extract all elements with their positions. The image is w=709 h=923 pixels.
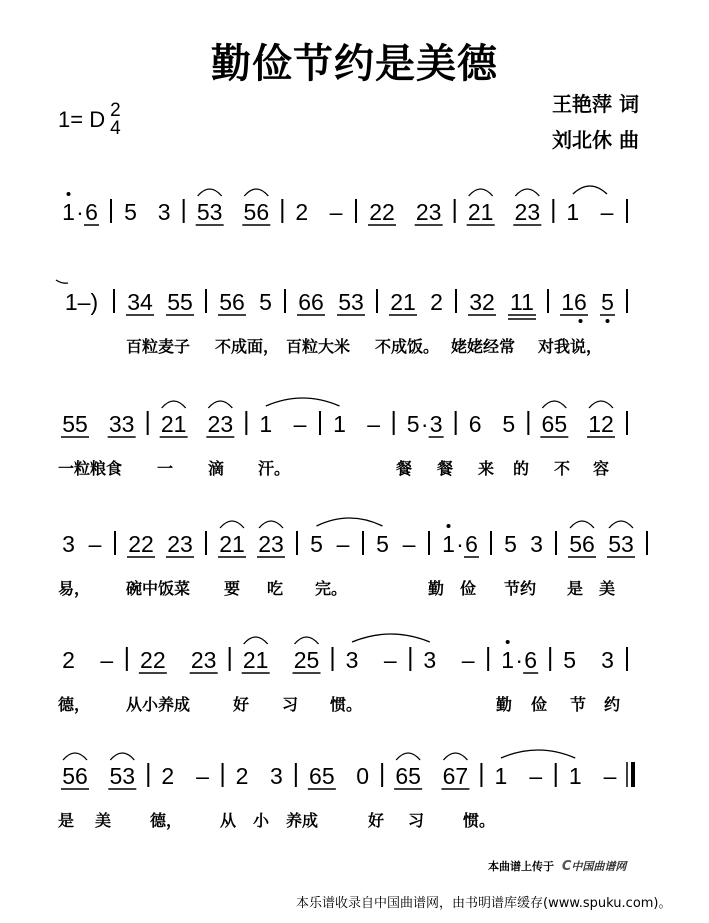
dot: ·: [456, 531, 464, 557]
note: 25: [293, 647, 320, 673]
logo-name: 中国曲谱网: [571, 860, 627, 873]
lyric: 好: [368, 811, 385, 830]
dot: ·: [420, 411, 429, 437]
lyric: 不: [554, 459, 571, 478]
tie: [352, 634, 430, 642]
lyric: 容: [593, 459, 610, 478]
lyric: 从小养成: [126, 695, 191, 714]
note: 5: [259, 289, 272, 315]
lyric: 养成: [286, 811, 319, 830]
lyric: 习: [282, 695, 299, 714]
note: 3: [423, 647, 437, 673]
slur: [542, 401, 566, 408]
note: 1: [333, 411, 346, 437]
note: 3: [62, 531, 75, 557]
tie: [573, 186, 607, 194]
slur: [443, 753, 467, 760]
composer-credit: 刘北休 曲: [552, 128, 639, 152]
note: 6: [85, 199, 98, 225]
note: 55: [62, 411, 88, 437]
lyric: 不成面，: [215, 337, 280, 356]
slur: [220, 521, 244, 528]
high-octave-dot: [447, 524, 451, 528]
lyric: 碗中饭菜: [126, 579, 191, 598]
note: 55: [167, 289, 193, 315]
lyric: 来: [478, 459, 495, 478]
note: 23: [167, 531, 193, 557]
note: 32: [469, 289, 495, 315]
low-octave-dot: [579, 319, 583, 323]
note: 22: [128, 531, 154, 557]
dash: –: [461, 647, 475, 673]
tie: [266, 398, 340, 406]
slur: [396, 753, 420, 760]
note: 6: [468, 411, 482, 437]
tie: [317, 518, 383, 526]
lyric: 惯。: [330, 695, 363, 714]
note: 1: [259, 411, 273, 437]
lyric: 约: [604, 695, 621, 714]
lyric: 对我说，: [538, 337, 603, 356]
slur: [609, 521, 633, 528]
note: 23: [514, 199, 541, 225]
dash: –: [529, 763, 543, 789]
note: 53: [109, 763, 136, 789]
note: 22: [369, 199, 395, 225]
note: 21: [160, 411, 187, 437]
note: 5: [601, 289, 614, 315]
high-octave-dot: [506, 640, 510, 644]
note: 6: [465, 531, 478, 557]
lyric: 美: [599, 579, 616, 598]
lyric: 要: [224, 579, 241, 598]
dash: –: [336, 531, 350, 557]
slur: [244, 189, 268, 196]
lyric: 勤: [428, 579, 445, 598]
note: 1: [62, 199, 75, 225]
slur: [162, 401, 186, 408]
note: 21: [467, 199, 494, 225]
note: 21: [242, 647, 269, 673]
note: 65: [309, 763, 335, 789]
note: 3: [530, 531, 543, 557]
lyric: 完。: [315, 579, 348, 598]
lyric: 德，: [58, 695, 91, 714]
dash: –: [600, 199, 614, 225]
logo-mark-icon: C: [561, 859, 572, 874]
note: 1: [442, 531, 455, 557]
dash: –: [100, 647, 114, 673]
upload-note-text: 本曲谱上传于: [488, 860, 554, 873]
lyric: 节: [570, 695, 587, 714]
lyric: 百粒麦子: [126, 337, 191, 356]
slur: [110, 753, 134, 760]
high-octave-dot: [67, 192, 71, 196]
lyric: 节约: [504, 579, 537, 598]
note: 2: [430, 289, 443, 315]
note: 5: [376, 531, 389, 557]
note: 6: [524, 647, 538, 673]
slur: [259, 521, 283, 528]
note: 3: [269, 763, 283, 789]
note: 5: [504, 531, 517, 557]
note: 56: [219, 289, 245, 315]
note: 3: [345, 647, 359, 673]
note: 21: [219, 531, 245, 557]
lyric: 易，: [58, 579, 91, 598]
key-label: 1= D: [58, 107, 106, 132]
lyric: 是: [58, 811, 75, 830]
tie: [501, 750, 575, 758]
dot: ·: [76, 199, 84, 225]
dash: –: [367, 411, 381, 437]
note: 3: [429, 411, 443, 437]
slur: [63, 753, 87, 760]
source-footer: 本乐谱收录自中国曲谱网，由书明谱库缓存(www.spuku.com)。: [296, 896, 672, 911]
lyric: 姥姥经常: [451, 337, 516, 356]
lyric: 小: [253, 811, 270, 830]
upload-note: [488, 858, 626, 874]
note: 1–): [64, 289, 99, 315]
slur: [244, 637, 268, 644]
note: 67: [442, 763, 469, 789]
lyric: 从: [220, 811, 237, 830]
note: 1: [568, 763, 582, 789]
note: 3: [157, 199, 171, 225]
note: 1: [566, 199, 580, 225]
lyric: 是: [567, 579, 584, 598]
note: 16: [561, 289, 587, 315]
dash: –: [329, 199, 343, 225]
note: 1: [494, 763, 508, 789]
time-beats: 2: [110, 100, 121, 121]
note: 3: [601, 647, 614, 673]
lyric: 滴: [208, 459, 225, 478]
lyric: 餐: [396, 459, 413, 478]
tie-continuation: [56, 280, 68, 283]
note: 65: [395, 763, 421, 789]
slur: [469, 189, 493, 196]
lyric: 一粒粮食: [58, 459, 123, 478]
note: 56: [569, 531, 595, 557]
lyric: 餐: [437, 459, 454, 478]
note: 23: [415, 199, 442, 225]
dash: –: [293, 411, 307, 437]
lyric: 俭: [531, 695, 548, 714]
note: 5: [124, 199, 137, 225]
lyric: 一: [157, 459, 174, 478]
note: 34: [127, 289, 153, 315]
note: 56: [243, 199, 270, 225]
dash: –: [196, 763, 209, 789]
dash: –: [603, 763, 617, 789]
note: 5: [406, 411, 420, 437]
note: 53: [338, 289, 364, 315]
slur: [198, 189, 222, 196]
lyric: 的: [513, 459, 530, 478]
lyric: 勤: [496, 695, 513, 714]
slur: [589, 401, 613, 408]
note: 53: [608, 531, 634, 557]
lyric: 美: [95, 811, 112, 830]
note: 2: [295, 199, 309, 225]
note: 33: [108, 411, 135, 437]
note: 5: [563, 647, 577, 673]
note: 56: [62, 763, 88, 789]
dash: –: [88, 531, 102, 557]
note: 0: [356, 763, 370, 789]
note: 1: [501, 647, 515, 673]
slur: [295, 637, 319, 644]
note: 66: [298, 289, 324, 315]
note: 53: [196, 199, 223, 225]
note: 23: [190, 647, 217, 673]
lyric: 吃: [267, 579, 284, 598]
slur: [570, 521, 594, 528]
lyricist-credit: 王艳萍 词: [552, 92, 639, 116]
note: 12: [588, 411, 614, 437]
lyric: 习: [408, 811, 425, 830]
song-title: 勤俭节约是美德: [211, 41, 498, 87]
note: 5: [310, 531, 323, 557]
note: 22: [140, 647, 166, 673]
lyric: 不成饭。: [375, 337, 440, 356]
lyric: 汗。: [258, 459, 291, 478]
note: 23: [207, 411, 234, 437]
dash: –: [402, 531, 416, 557]
note: 23: [258, 531, 284, 557]
lyric: 德，: [150, 811, 183, 830]
slur: [515, 189, 539, 196]
lyric: 惯。: [463, 811, 496, 830]
lyric: 好: [233, 695, 250, 714]
note: 21: [390, 289, 416, 315]
lyric: 百粒大米: [286, 337, 351, 356]
note: 2: [235, 763, 249, 789]
note: 11: [510, 289, 534, 315]
note: 5: [502, 411, 516, 437]
lyric: 俭: [460, 579, 477, 598]
time-unit: 4: [110, 118, 121, 139]
note: 65: [541, 411, 568, 437]
slur: [208, 401, 232, 408]
low-octave-dot: [606, 319, 610, 323]
note: 2: [62, 647, 75, 673]
dot: ·: [515, 647, 524, 673]
note: 2: [161, 763, 175, 789]
dash: –: [383, 647, 397, 673]
site-logo[interactable]: [562, 858, 627, 874]
